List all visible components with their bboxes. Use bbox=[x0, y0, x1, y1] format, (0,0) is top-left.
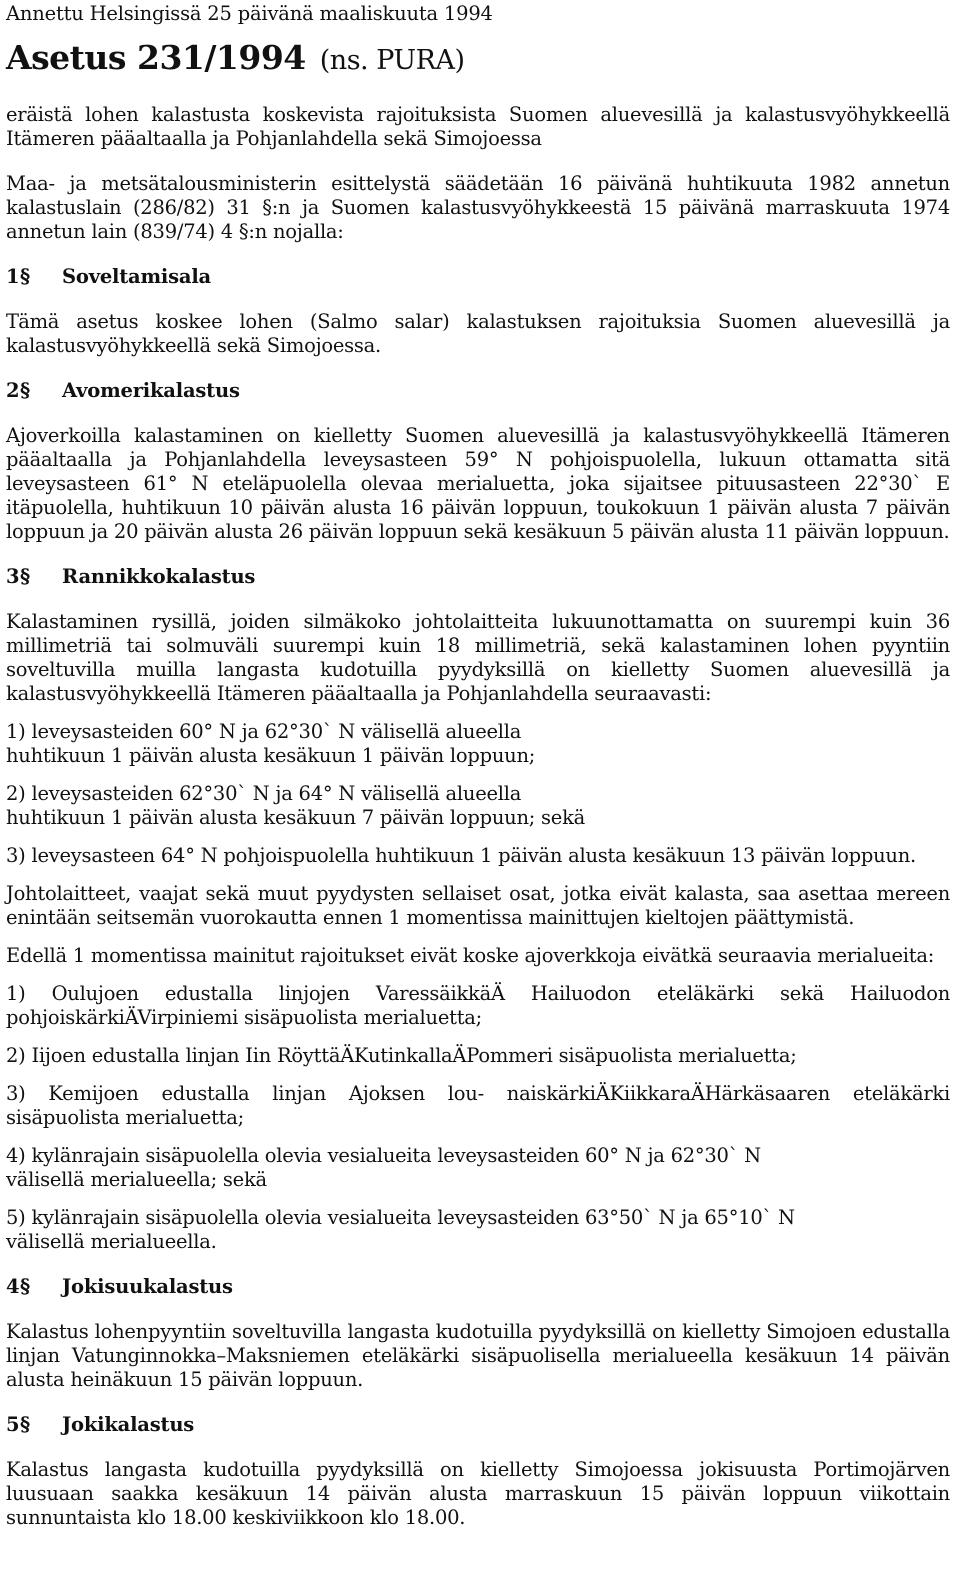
section-3-item-3: 3) leveysasteen 64° N pohjoispuolella huhtikuun 1 päivän alusta kesäkuun 13 päivän loppuun. bbox=[6, 844, 916, 867]
decree-subject: eräistä lohen kalastusta koskevista rajoituksista Suomen aluevesillä ja kalastusvyöhykkeellä Itämeren pääaltaalla ja Pohjanlahdella sekä Simojoessa bbox=[6, 103, 950, 150]
section-3-paragraph-1: Kalastaminen rysillä, joiden silmäkoko johtolaitteita lukuunottamatta on suurempi kuin 36 millimetriä tai solmuväli suurempi kuin 18 millimetriä, sekä kalastaminen lohen pyyntiin soveltuvilla muilla langasta kudotuilla pyydyksillä on kielletty Suomen aluevesillä ja kalastusvyöhykkeellä Itämeren pääaltaalla ja Pohjanlahdella seuraavasti: bbox=[6, 610, 950, 705]
dateline: Annettu Helsingissä 25 päivänä maaliskuuta 1994 bbox=[6, 2, 493, 25]
section-3-paragraph-2: Johtolaitteet, vaajat sekä muut pyydysten sellaiset osat, jotka eivät kalasta, saa asettaa mereen enintään seitsemän vuorokautta ennen 1 momentissa mainittujen kieltojen päättymistä. bbox=[6, 882, 950, 929]
section-symbol: § bbox=[20, 1413, 30, 1436]
section-5-paragraph-1: Kalastus langasta kudotuilla pyydyksillä on kielletty Simojoessa jokisuusta Portimojärven luusuaan saakka kesäkuun 14 päivän alusta marraskuun 15 päivän loppuun viikottain sunnuntaista klo 18.00 keskiviikkoon klo 18.00. bbox=[6, 1458, 950, 1529]
section-number: 4 bbox=[6, 1275, 20, 1298]
decree-preamble: Maa- ja metsätalousministerin esittelystä säädetään 16 päivänä huhtikuuta 1982 annetun kalastuslain (286/82) 31 §:n ja Suomen kalastusvyöhykkeestä 15 päivänä marraskuuta 1974 annetun lain (839/74) 4 §:n nojalla: bbox=[6, 172, 950, 243]
section-3-exception-1: 1) Oulujoen edustalla linjojen VaressäikkäÄ Hailuodon eteläkärki sekä Hailuodon pohjoiskärkiÄVirpiniemi sisäpuolista merialuetta; bbox=[6, 982, 950, 1029]
document-page bbox=[6, 0, 950, 1530]
section-number: 3 bbox=[6, 565, 20, 588]
section-3-exception-3: 3) Kemijoen edustalla linjan Ajoksen lou- naiskärkiÄKiikkaraÄHärkäsaaren eteläkärki sisäpuolista merialuetta; bbox=[6, 1082, 950, 1129]
section-2-heading bbox=[6, 379, 950, 403]
section-4-paragraph-1: Kalastus lohenpyyntiin soveltuvilla langasta kudotuilla pyydyksillä on kielletty Simojoen edustalla linjan Vatunginnokka–Maksniemen eteläkärki sisäpuolisella merialueella kesäkuun 14 päivän alusta heinäkuun 15 päivän loppuun. bbox=[6, 1320, 950, 1391]
section-title: Soveltamisala bbox=[62, 265, 211, 288]
section-3-paragraph-3: Edellä 1 momentissa mainitut rajoitukset eivät koske ajoverkkoja eivätkä seuraavia merialueita: bbox=[6, 944, 935, 967]
section-3-item-2: 2) leveysasteiden 62°30` N ja 64° N välisellä alueella huhtikuun 1 päivän alusta kesäkuun 7 päivän loppuun; sekä bbox=[6, 782, 586, 829]
section-number: 2 bbox=[6, 379, 20, 402]
section-1-heading bbox=[6, 265, 950, 289]
section-symbol: § bbox=[20, 565, 30, 588]
section-3-exception-4: 4) kylänrajain sisäpuolella olevia vesialueita leveysasteiden 60° N ja 62°30` N välisellä merialueella; sekä bbox=[6, 1144, 761, 1191]
section-symbol: § bbox=[20, 265, 30, 288]
section-title: Avomerikalastus bbox=[62, 379, 240, 402]
decree-number: Asetus 231/1994 bbox=[6, 38, 306, 77]
section-title: Jokikalastus bbox=[62, 1413, 195, 1436]
section-3-heading bbox=[6, 565, 950, 589]
decree-alias: (ns. PURA) bbox=[319, 45, 465, 76]
section-number: 5 bbox=[6, 1413, 20, 1436]
section-5-heading bbox=[6, 1413, 950, 1437]
section-symbol: § bbox=[20, 1275, 30, 1298]
section-title: Jokisuukalastus bbox=[62, 1275, 233, 1298]
section-3-exception-5: 5) kylänrajain sisäpuolella olevia vesialueita leveysasteiden 63°50` N ja 65°10` N välisellä merialueella. bbox=[6, 1206, 795, 1253]
section-number: 1 bbox=[6, 265, 20, 288]
document-title bbox=[6, 40, 950, 79]
section-3-item-1: 1) leveysasteiden 60° N ja 62°30` N välisellä alueella huhtikuun 1 päivän alusta kesäkuun 1 päivän loppuun; bbox=[6, 720, 536, 767]
section-symbol: § bbox=[20, 379, 30, 402]
section-2-paragraph-1: Ajoverkoilla kalastaminen on kielletty Suomen aluevesillä ja kalastusvyöhykkeellä Itämeren pääaltaalla ja Pohjanlahdella leveysasteen 59° N pohjoispuolella, lukuun ottamatta sitä leveysasteen 61° N eteläpuolella olevaa merialuetta, joka sijaitsee pituusasteen 22°30` E itäpuolella, huhtikuun 10 päivän alusta 16 päivän loppuun, toukokuun 1 päivän alusta 7 päivän loppuun ja 20 päivän alusta 26 päivän loppuun sekä kesäkuun 5 päivän alusta 11 päivän loppuun. bbox=[6, 424, 950, 543]
section-1-paragraph-1: Tämä asetus koskee lohen (Salmo salar) kalastuksen rajoituksia Suomen aluevesillä ja kalastusvyöhykkeellä sekä Simojoessa. bbox=[6, 310, 950, 357]
section-title: Rannikkokalastus bbox=[62, 565, 256, 588]
section-4-heading bbox=[6, 1275, 950, 1299]
section-3-exception-2: 2) Iijoen edustalla linjan Iin RöyttäÄKutinkallaÄPommeri sisäpuolista merialuetta; bbox=[6, 1044, 797, 1067]
